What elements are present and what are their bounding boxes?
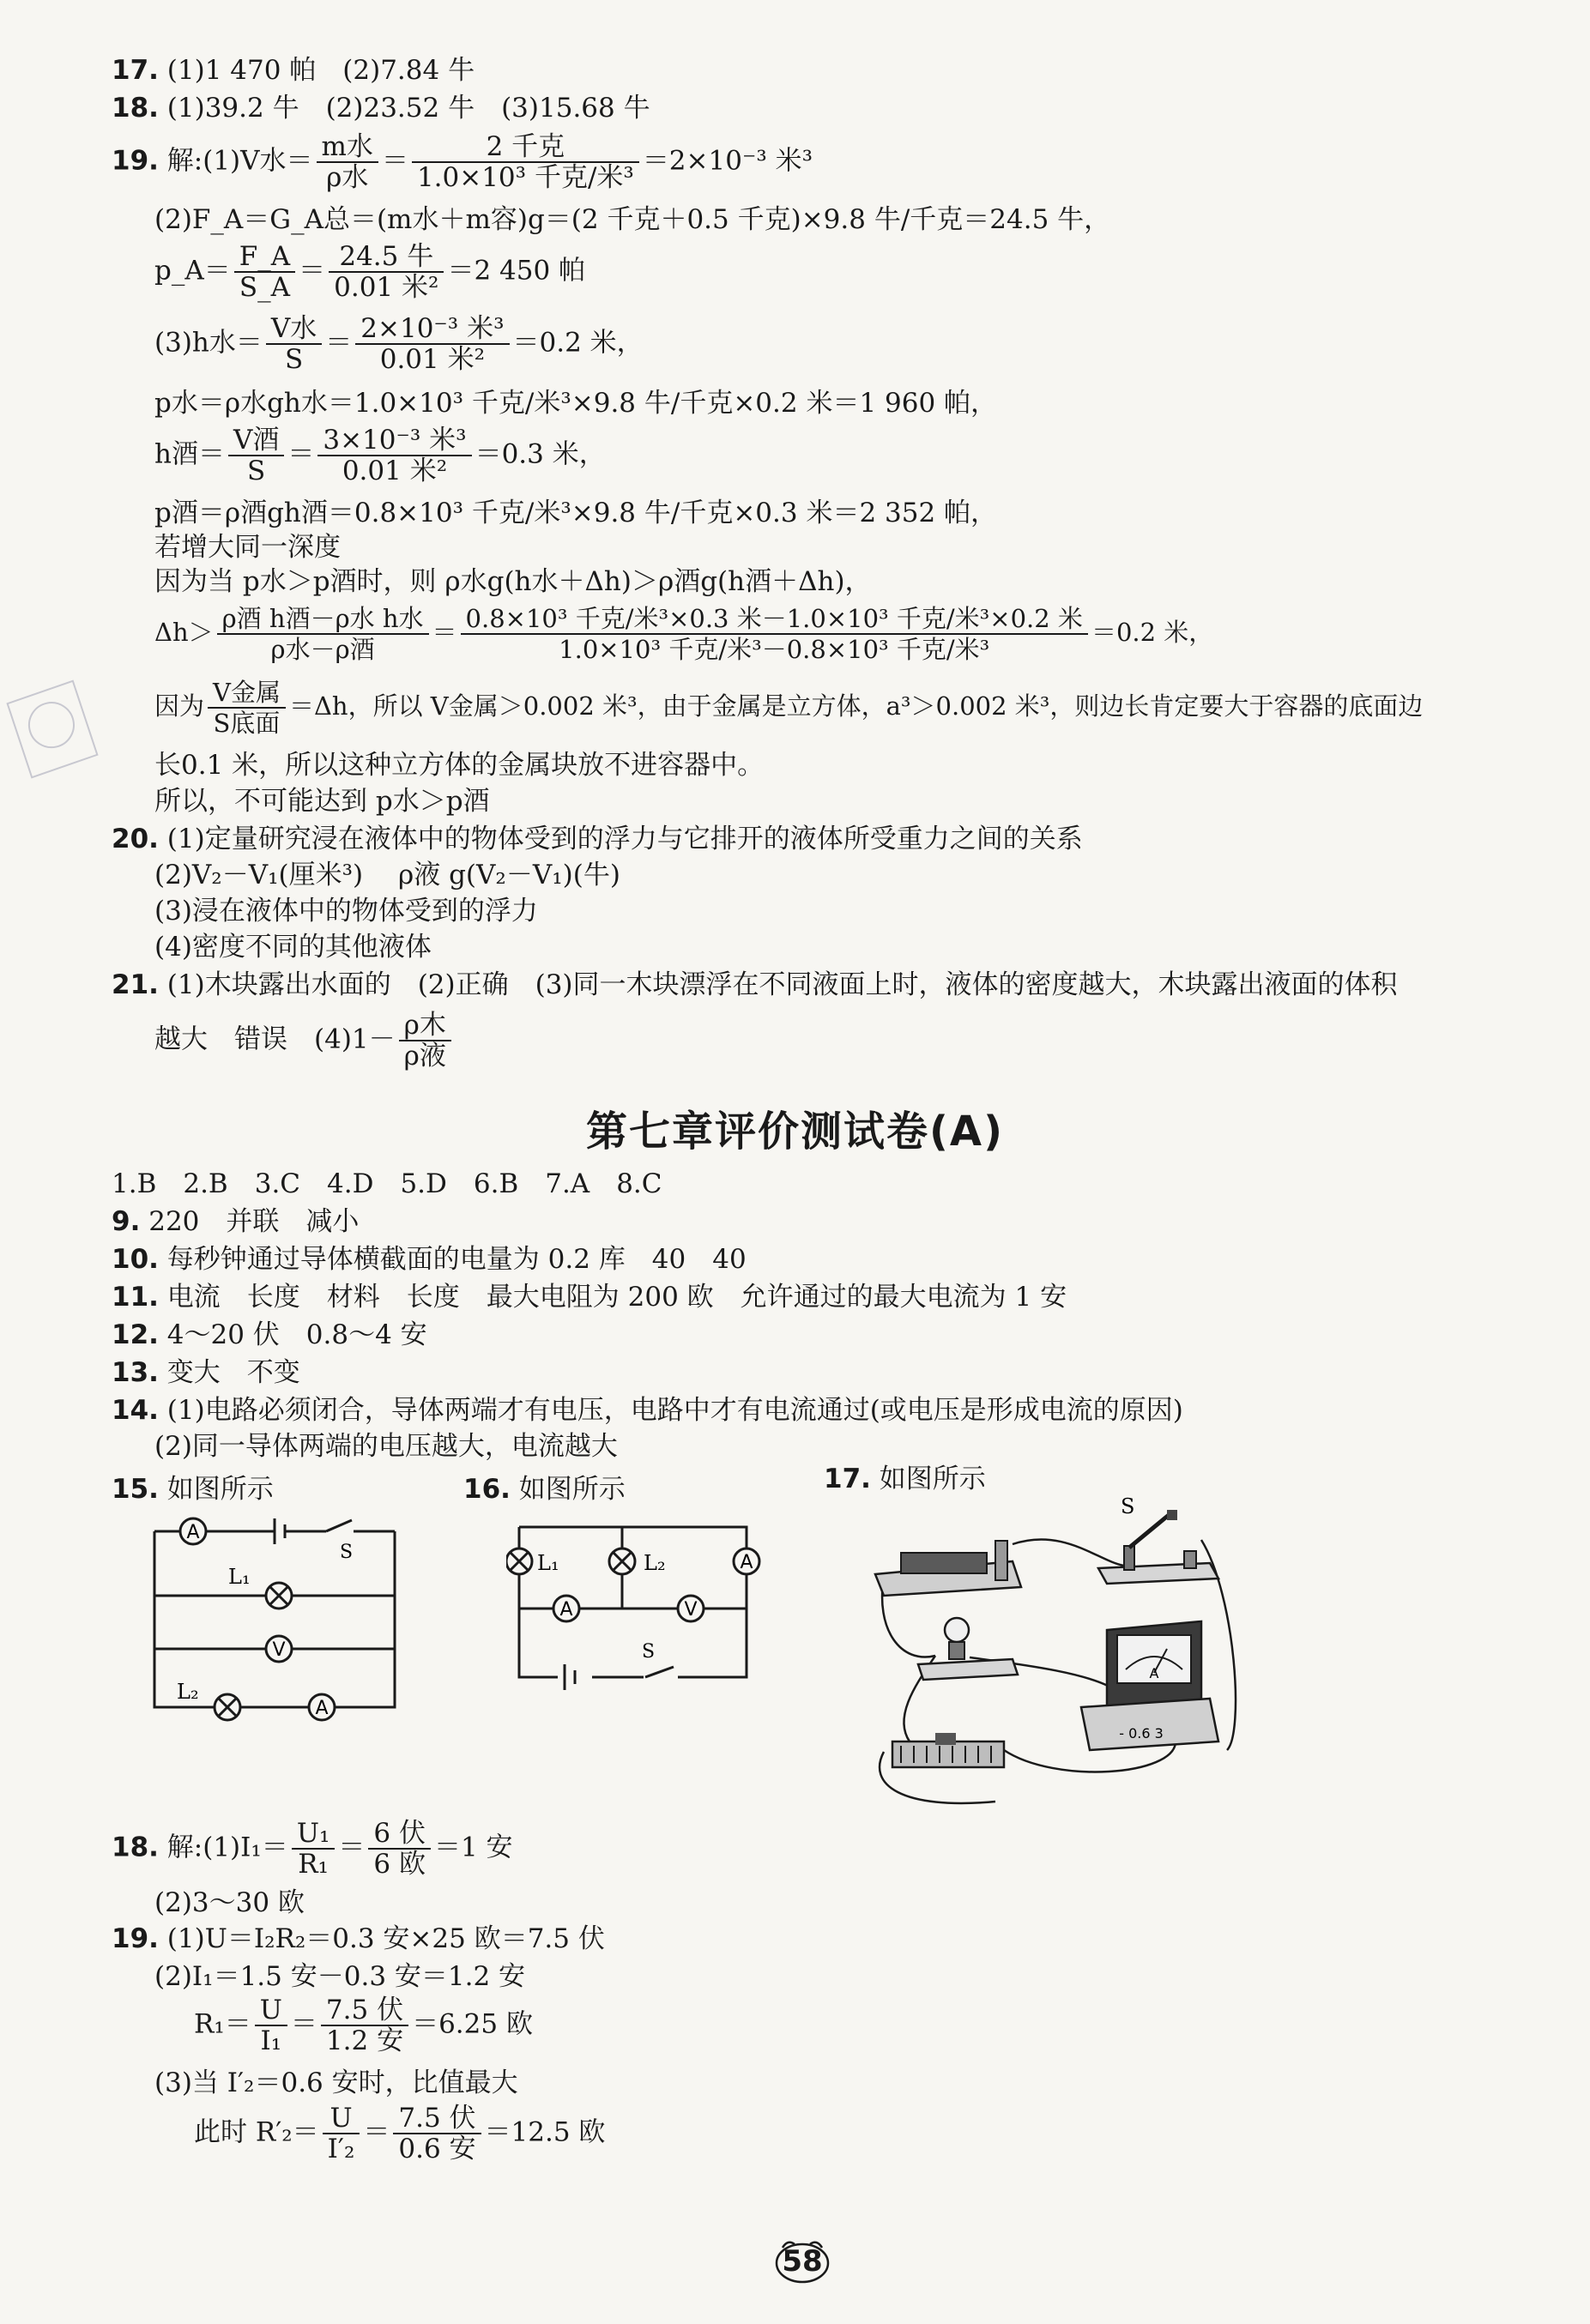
question-number: 18. <box>112 1832 159 1863</box>
circuit-diagram-16 <box>506 1510 764 1690</box>
denominator: S底面 <box>213 709 281 738</box>
denominator: 1.2 安 <box>325 2025 404 2056</box>
answer-text: (1)39.2 牛 (2)23.52 牛 (3)15.68 牛 <box>166 93 650 124</box>
answer-19-line-2: (2)F_A＝G_A总＝(m水＋m容)g＝(2 千克＋0.5 千克)×9.8 牛/千克＝24.5 牛， <box>154 204 1111 235</box>
fraction <box>317 426 471 486</box>
answer-ch7-18-line-1 <box>112 1819 513 1879</box>
answer-text: 如图所示 <box>518 1474 626 1505</box>
meter-scale-label: - 0.6 3 <box>1119 1725 1164 1741</box>
voltmeter-icon <box>678 1596 704 1621</box>
answer-ch7-19-line-2: (2)I₁＝1.5 安－0.3 安＝1.2 安 <box>154 1961 526 1992</box>
answer-17 <box>112 53 475 88</box>
lamp-label: L₂ <box>644 1551 666 1575</box>
fraction <box>368 1819 431 1879</box>
fraction <box>266 314 322 374</box>
answer-19-line-3 <box>154 242 585 302</box>
fraction <box>321 1995 408 2055</box>
fraction <box>393 2104 481 2164</box>
answer-9 <box>112 1204 359 1239</box>
answer-20-line-4: (4)密度不同的其他液体 <box>154 932 432 963</box>
formula-text: ＝0.3 米， <box>475 438 606 470</box>
answer-ch7-19-line-3 <box>194 1995 533 2055</box>
answer-text: 越大 错误 (4)1－ <box>154 1023 396 1055</box>
numerator: V金属 <box>208 678 286 709</box>
answer-19-line-8: 若增大同一深度 <box>154 532 341 563</box>
denominator: I₁ <box>260 2025 282 2056</box>
denominator: 0.6 安 <box>398 2134 476 2164</box>
question-number: 15. <box>112 1474 159 1505</box>
denominator: 6 欧 <box>373 1849 426 1880</box>
switch-icon <box>1098 1510 1218 1584</box>
equals: ＝ <box>290 2008 317 2040</box>
numerator: ρ木 <box>399 1011 451 1041</box>
question-number: 14. <box>112 1395 159 1426</box>
meter-label: A <box>1149 1665 1159 1681</box>
answer-14-line-2: (2)同一导体两端的电压越大，电流越大 <box>154 1431 618 1462</box>
denominator: 0.01 米² <box>379 344 486 375</box>
question-number: 17. <box>112 55 159 86</box>
page-number <box>772 2237 832 2285</box>
numerator: U <box>323 2104 360 2134</box>
answer-18 <box>112 91 650 125</box>
answer-14-line-1 <box>112 1393 1183 1428</box>
ammeter-icon <box>180 1518 206 1544</box>
fraction <box>234 242 295 302</box>
answer-text: 每秒钟通过导体横截面的电量为 0.2 库 40 40 <box>166 1244 747 1275</box>
ammeter-label: A <box>186 1522 200 1543</box>
answer-text: 电流 长度 材料 长度 最大电阻为 200 欧 允许通过的最大电流为 1 安 <box>166 1282 1067 1313</box>
switch-label: S <box>642 1641 656 1663</box>
question-number: 17. <box>824 1464 871 1494</box>
fraction <box>323 2104 360 2164</box>
denominator: ρ水－ρ酒 <box>270 635 375 664</box>
answer-12 <box>112 1318 427 1352</box>
voltmeter-icon <box>266 1636 292 1662</box>
formula-text: ＝0.2 米， <box>1091 618 1214 647</box>
fraction <box>461 604 1088 664</box>
formula-text: (3)h水＝ <box>154 327 263 359</box>
answer-20-line-2: (2)V₂－V₁(厘米³) ρ液 g(V₂－V₁)(牛) <box>154 860 620 890</box>
formula-text: 解:(1)V水＝ <box>166 145 313 177</box>
question-number: 16. <box>463 1474 511 1505</box>
ammeter-label: A <box>740 1552 753 1573</box>
answer-10 <box>112 1242 747 1277</box>
fraction <box>228 426 284 486</box>
question-number: 11. <box>112 1282 159 1313</box>
formula-text: ＝12.5 欧 <box>484 2116 606 2148</box>
ammeter-icon <box>1081 1621 1218 1750</box>
answer-text: 如图所示 <box>879 1464 986 1494</box>
answer-text: (1)U＝I₂R₂＝0.3 安×25 欧＝7.5 伏 <box>166 1923 605 1954</box>
answer-13 <box>112 1355 300 1390</box>
numerator: 3×10⁻³ 米³ <box>317 426 471 456</box>
answer-19-line-12: 长0.1 米，所以这种立方体的金属块放不进容器中。 <box>154 750 765 781</box>
numerator: U₁ <box>292 1819 336 1850</box>
question-number: 20. <box>112 824 159 854</box>
answer-19-line-13: 所以，不可能达到 p水＞p酒 <box>154 786 490 817</box>
numerator: 24.5 牛 <box>329 242 444 273</box>
answer-19-line-4 <box>154 314 644 374</box>
question-number: 19. <box>112 1923 159 1954</box>
circuit-diagram-15 <box>146 1510 403 1724</box>
lamp-label: L₁ <box>228 1565 251 1589</box>
answer-17-heading <box>824 1462 986 1496</box>
answer-text: 变大 不变 <box>166 1357 300 1388</box>
physical-circuit-17 <box>867 1493 1244 1819</box>
answer-21-line-2 <box>154 1011 455 1071</box>
denominator: S_A <box>239 272 290 303</box>
numerator: m水 <box>317 132 378 163</box>
answer-19-line-11 <box>154 678 1423 738</box>
question-number: 19. <box>112 145 159 177</box>
answer-19-line-5: p水＝ρ水gh水＝1.0×10³ 千克/米³×9.8 牛/千克×0.2 米＝1 960 帕， <box>154 388 998 419</box>
denominator: 0.01 米² <box>342 456 448 486</box>
formula-text: p_A＝ <box>154 255 231 287</box>
denominator: 0.01 米² <box>334 272 439 303</box>
numerator: V酒 <box>228 426 284 456</box>
lamp-icon <box>609 1548 635 1574</box>
numerator: ρ酒 h酒－ρ水 h水 <box>217 604 429 635</box>
answer-ch7-19-line-4: (3)当 I′₂＝0.6 安时，比值最大 <box>154 2067 518 2098</box>
formula-text: 因为 <box>154 691 205 721</box>
fraction <box>355 314 509 374</box>
lamp-label: L₁ <box>537 1551 559 1575</box>
denominator: R₁ <box>298 1849 329 1880</box>
formula-text: 此时 R′₂＝ <box>194 2116 319 2148</box>
denominator: I′₂ <box>327 2134 355 2164</box>
ammeter-label: A <box>315 1698 329 1719</box>
denominator: ρ液 <box>403 1041 446 1071</box>
equals: ＝ <box>299 255 326 287</box>
denominator: ρ水 <box>326 162 369 193</box>
answer-11 <box>112 1280 1067 1314</box>
denominator: 1.0×10³ 千克/米³－0.8×10³ 千克/米³ <box>559 635 990 664</box>
lamp-icon <box>266 1583 292 1609</box>
watermark-stamp <box>0 669 109 789</box>
numerator: V水 <box>266 314 322 345</box>
equals: ＝ <box>381 145 408 177</box>
answer-text: (1)电路必须闭合，导体两端才有电压，电路中才有电流通过(或电压是形成电流的原因) <box>166 1395 1183 1426</box>
question-number: 10. <box>112 1244 159 1275</box>
numerator: 2 千克 <box>412 132 639 163</box>
lamp-label: L₂ <box>177 1680 199 1704</box>
voltmeter-label: V <box>684 1599 698 1621</box>
answer-16-heading <box>463 1472 626 1506</box>
answer-15-heading <box>112 1472 274 1506</box>
fraction <box>217 604 429 664</box>
formula-text: 解:(1)I₁＝ <box>166 1832 288 1863</box>
answer-text: (1)1 470 帕 (2)7.84 牛 <box>166 55 475 86</box>
answer-text: (1)木块露出水面的 (2)正确 (3)同一木块漂浮在不同液面上时，液体的密度越大，木块露出液面的体积 <box>166 969 1398 1000</box>
formula-text: ＝2×10⁻³ 米³ <box>642 145 813 177</box>
formula-text: ＝Δh，所以 V金属＞0.002 米³，由于金属是立方体，a³＞0.002 米³，则边长肯定要大于容器的底面边 <box>288 691 1424 721</box>
switch-label: S <box>1121 1494 1135 1518</box>
answer-ch7-19-line-1 <box>112 1922 605 1956</box>
fraction <box>329 242 444 302</box>
answer-text: 220 并联 减小 <box>148 1206 360 1237</box>
answer-20-line-3: (3)浸在液体中的物体受到的浮力 <box>154 896 538 927</box>
question-number: 13. <box>112 1357 159 1388</box>
fraction <box>317 132 378 192</box>
answer-19-line-1 <box>112 132 813 192</box>
answer-19-line-10 <box>154 604 1213 664</box>
numerator: 0.8×10³ 千克/米³×0.3 米－1.0×10³ 千克/米³×0.2 米 <box>461 604 1088 635</box>
formula-text: ＝0.2 米， <box>512 327 644 359</box>
answer-20-line-1 <box>112 822 1083 856</box>
numerator: 7.5 伏 <box>321 1995 408 2026</box>
question-number: 21. <box>112 969 159 1000</box>
formula-text: Δh＞ <box>154 618 214 647</box>
answer-text: 4～20 伏 0.8～4 安 <box>166 1319 427 1350</box>
fraction <box>412 132 639 192</box>
formula-text: R₁＝ <box>194 2008 251 2040</box>
numerator: 6 伏 <box>368 1819 431 1850</box>
numerator: U <box>255 1995 287 2026</box>
denominator: S <box>284 344 304 375</box>
denominator: S <box>247 456 266 486</box>
answer-19-line-9: 因为当 p水＞p酒时，则 ρ水g(h水＋Δh)＞ρ酒g(h酒＋Δh)， <box>154 566 872 597</box>
page-number-text: 58 <box>782 2244 823 2279</box>
question-number: 18. <box>112 93 159 124</box>
equals: ＝ <box>325 327 353 359</box>
answer-21-line-1 <box>112 968 1398 1002</box>
switch-label: S <box>340 1542 354 1563</box>
ammeter-icon <box>309 1694 335 1720</box>
answer-ch7-19-line-5 <box>194 2104 605 2164</box>
question-number: 9. <box>112 1206 141 1237</box>
formula-text: ＝1 安 <box>433 1832 513 1863</box>
bulb-icon <box>918 1618 1018 1680</box>
equals: ＝ <box>338 1832 366 1863</box>
formula-text: ＝6.25 欧 <box>412 2008 533 2040</box>
battery-holder-icon <box>875 1541 1021 1596</box>
answer-19-line-7: p酒＝ρ酒gh酒＝0.8×10³ 千克/米³×9.8 牛/千克×0.3 米＝2 352 帕， <box>154 498 998 528</box>
rheostat-icon <box>892 1733 1004 1767</box>
numerator: 2×10⁻³ 米³ <box>355 314 509 345</box>
section-title: 第七章评价测试卷(A) <box>585 1108 1005 1156</box>
numerator: F_A <box>234 242 295 273</box>
equals: ＝ <box>287 438 315 470</box>
question-number: 12. <box>112 1319 159 1350</box>
answers-1-8: 1.B 2.B 3.C 4.D 5.D 6.B 7.A 8.C <box>112 1168 662 1199</box>
formula-text: ＝2 450 帕 <box>447 255 586 287</box>
formula-text: h酒＝ <box>154 438 225 470</box>
equals: ＝ <box>363 2116 390 2148</box>
voltmeter-label: V <box>272 1639 286 1661</box>
ammeter-icon <box>734 1548 759 1574</box>
denominator: 1.0×10³ 千克/米³ <box>416 162 634 193</box>
fraction <box>255 1995 287 2055</box>
answer-text: (1)定量研究浸在液体中的物体受到的浮力与它排开的液体所受重力之间的关系 <box>166 824 1083 854</box>
lamp-icon <box>506 1548 532 1574</box>
lamp-icon <box>215 1694 240 1720</box>
ammeter-label: A <box>559 1599 573 1621</box>
answer-19-line-6 <box>154 426 606 486</box>
fraction <box>399 1011 451 1071</box>
answer-ch7-18-line-2: (2)3～30 欧 <box>154 1887 305 1918</box>
ammeter-icon <box>553 1596 579 1621</box>
numerator: 7.5 伏 <box>393 2104 481 2134</box>
fraction <box>208 678 286 738</box>
answer-text: 如图所示 <box>166 1474 274 1505</box>
fraction <box>292 1819 336 1879</box>
equals: ＝ <box>432 618 457 647</box>
